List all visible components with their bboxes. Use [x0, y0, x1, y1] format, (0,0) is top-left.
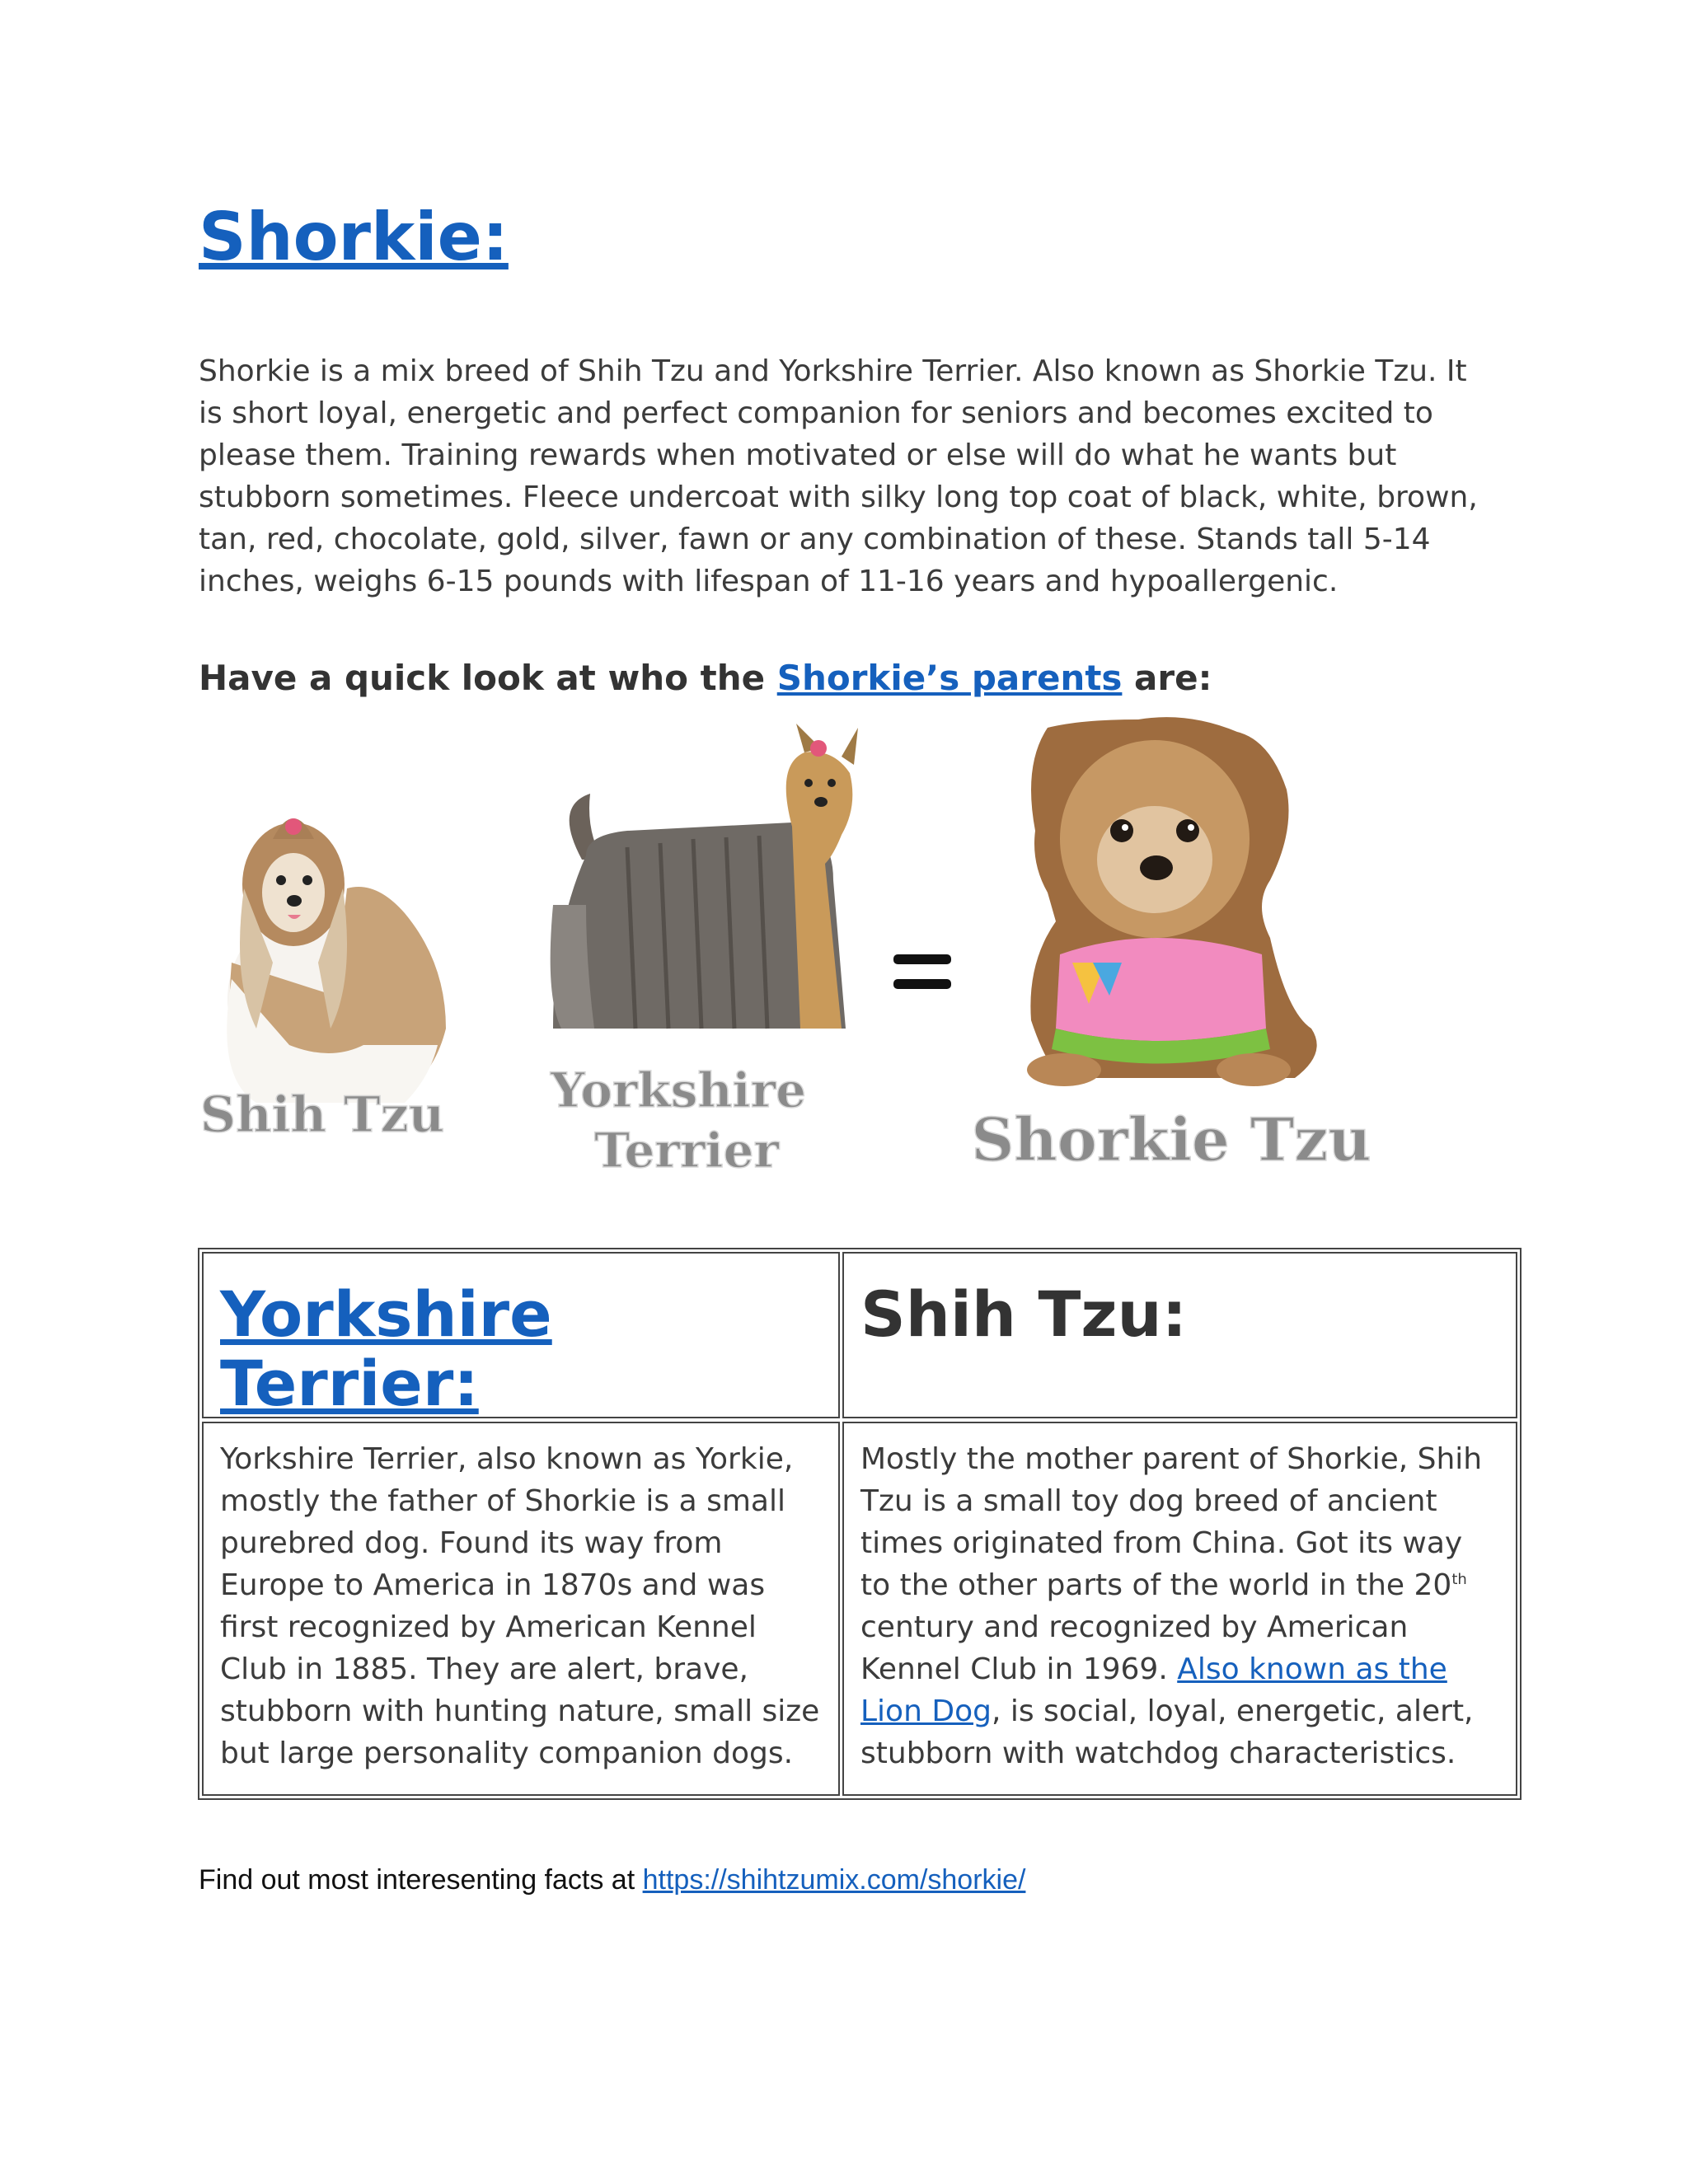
- parents-heading-end: are:: [1122, 658, 1212, 698]
- yorkie-description-cell: [202, 1422, 840, 1796]
- page-title: [199, 199, 509, 275]
- footer-note: [199, 1864, 1025, 1896]
- breed-comparison-table: [198, 1248, 1522, 1800]
- shih-tzu-description-cell: [842, 1422, 1517, 1796]
- yorkshire-terrier-link[interactable]: Yorkshire Terrier:: [220, 1277, 552, 1420]
- shorkie-url-link[interactable]: https://shihtzumix.com/shorkie/: [642, 1864, 1026, 1896]
- shih-tzu-description-end: , is social, loyal, energetic, alert, stubborn with watchdog characteristics.: [860, 1694, 1474, 1770]
- parents-heading: [199, 658, 1212, 699]
- title-link[interactable]: Shorkie:: [199, 199, 509, 275]
- shih-tzu-label: Shih Tzu: [199, 1086, 445, 1144]
- shih-tzu-heading-cell: [842, 1252, 1517, 1418]
- shorkie-tzu-label: Shorkie Tzu: [971, 1104, 1372, 1174]
- lion-dog-link[interactable]: Also known as the Lion Dog: [860, 1652, 1447, 1728]
- shorkie-image: [1027, 717, 1317, 1086]
- shorkie-parents-link[interactable]: Shorkie’s parents: [776, 658, 1123, 698]
- yorkie-description: Yorkshire Terrier, also known as Yorkie, mostly the father of Shorkie is a small purebred dog. Found its way from Europe to America in 1870s and was first recognized by American Kennel Club in 1885. They are alert, brave, stubborn with hunting nature, small size but large personality companion dogs.: [220, 1442, 820, 1770]
- shih-tzu-heading: Shih Tzu:: [860, 1277, 1188, 1351]
- footer-text: Find out most interesenting facts at: [199, 1864, 643, 1896]
- parents-illustration: [199, 715, 1377, 1243]
- shih-tzu-image: [227, 818, 446, 1103]
- yorkshire-label-line1: Yorkshire: [550, 1062, 807, 1118]
- yorkie-heading-cell: [202, 1252, 840, 1418]
- equals-sign: [893, 954, 951, 989]
- yorkshire-terrier-image: [551, 724, 858, 1029]
- parents-heading-text: Have a quick look at who the: [199, 658, 777, 698]
- yorkshire-label-line2: Terrier: [593, 1122, 780, 1179]
- shih-tzu-description-cont: century and recognized by American Kennel Club in 1969.: [860, 1610, 1409, 1686]
- intro-paragraph: Shorkie is a mix breed of Shih Tzu and Yorkshire Terrier. Also known as Shorkie Tzu. It is short loyal, energetic and perfect companion for seniors and becomes excited to please them. Training rewards when motivated or else will do what he wants but stubborn sometimes. Fleece undercoat with silky long top coat of black, white, brown, tan, red, chocolate, gold, silver, fawn or any combination of these. Stands tall 5-14 inches, weighs 6-15 pounds with lifespan of 11-16 years and hypoallergenic.: [199, 354, 1478, 598]
- century-superscript: th: [1451, 1571, 1467, 1588]
- shih-tzu-description: Mostly the mother parent of Shorkie, Shih Tzu is a small toy dog breed of ancient times originated from China. Got its way to the other parts of the world in the 20: [860, 1442, 1483, 1602]
